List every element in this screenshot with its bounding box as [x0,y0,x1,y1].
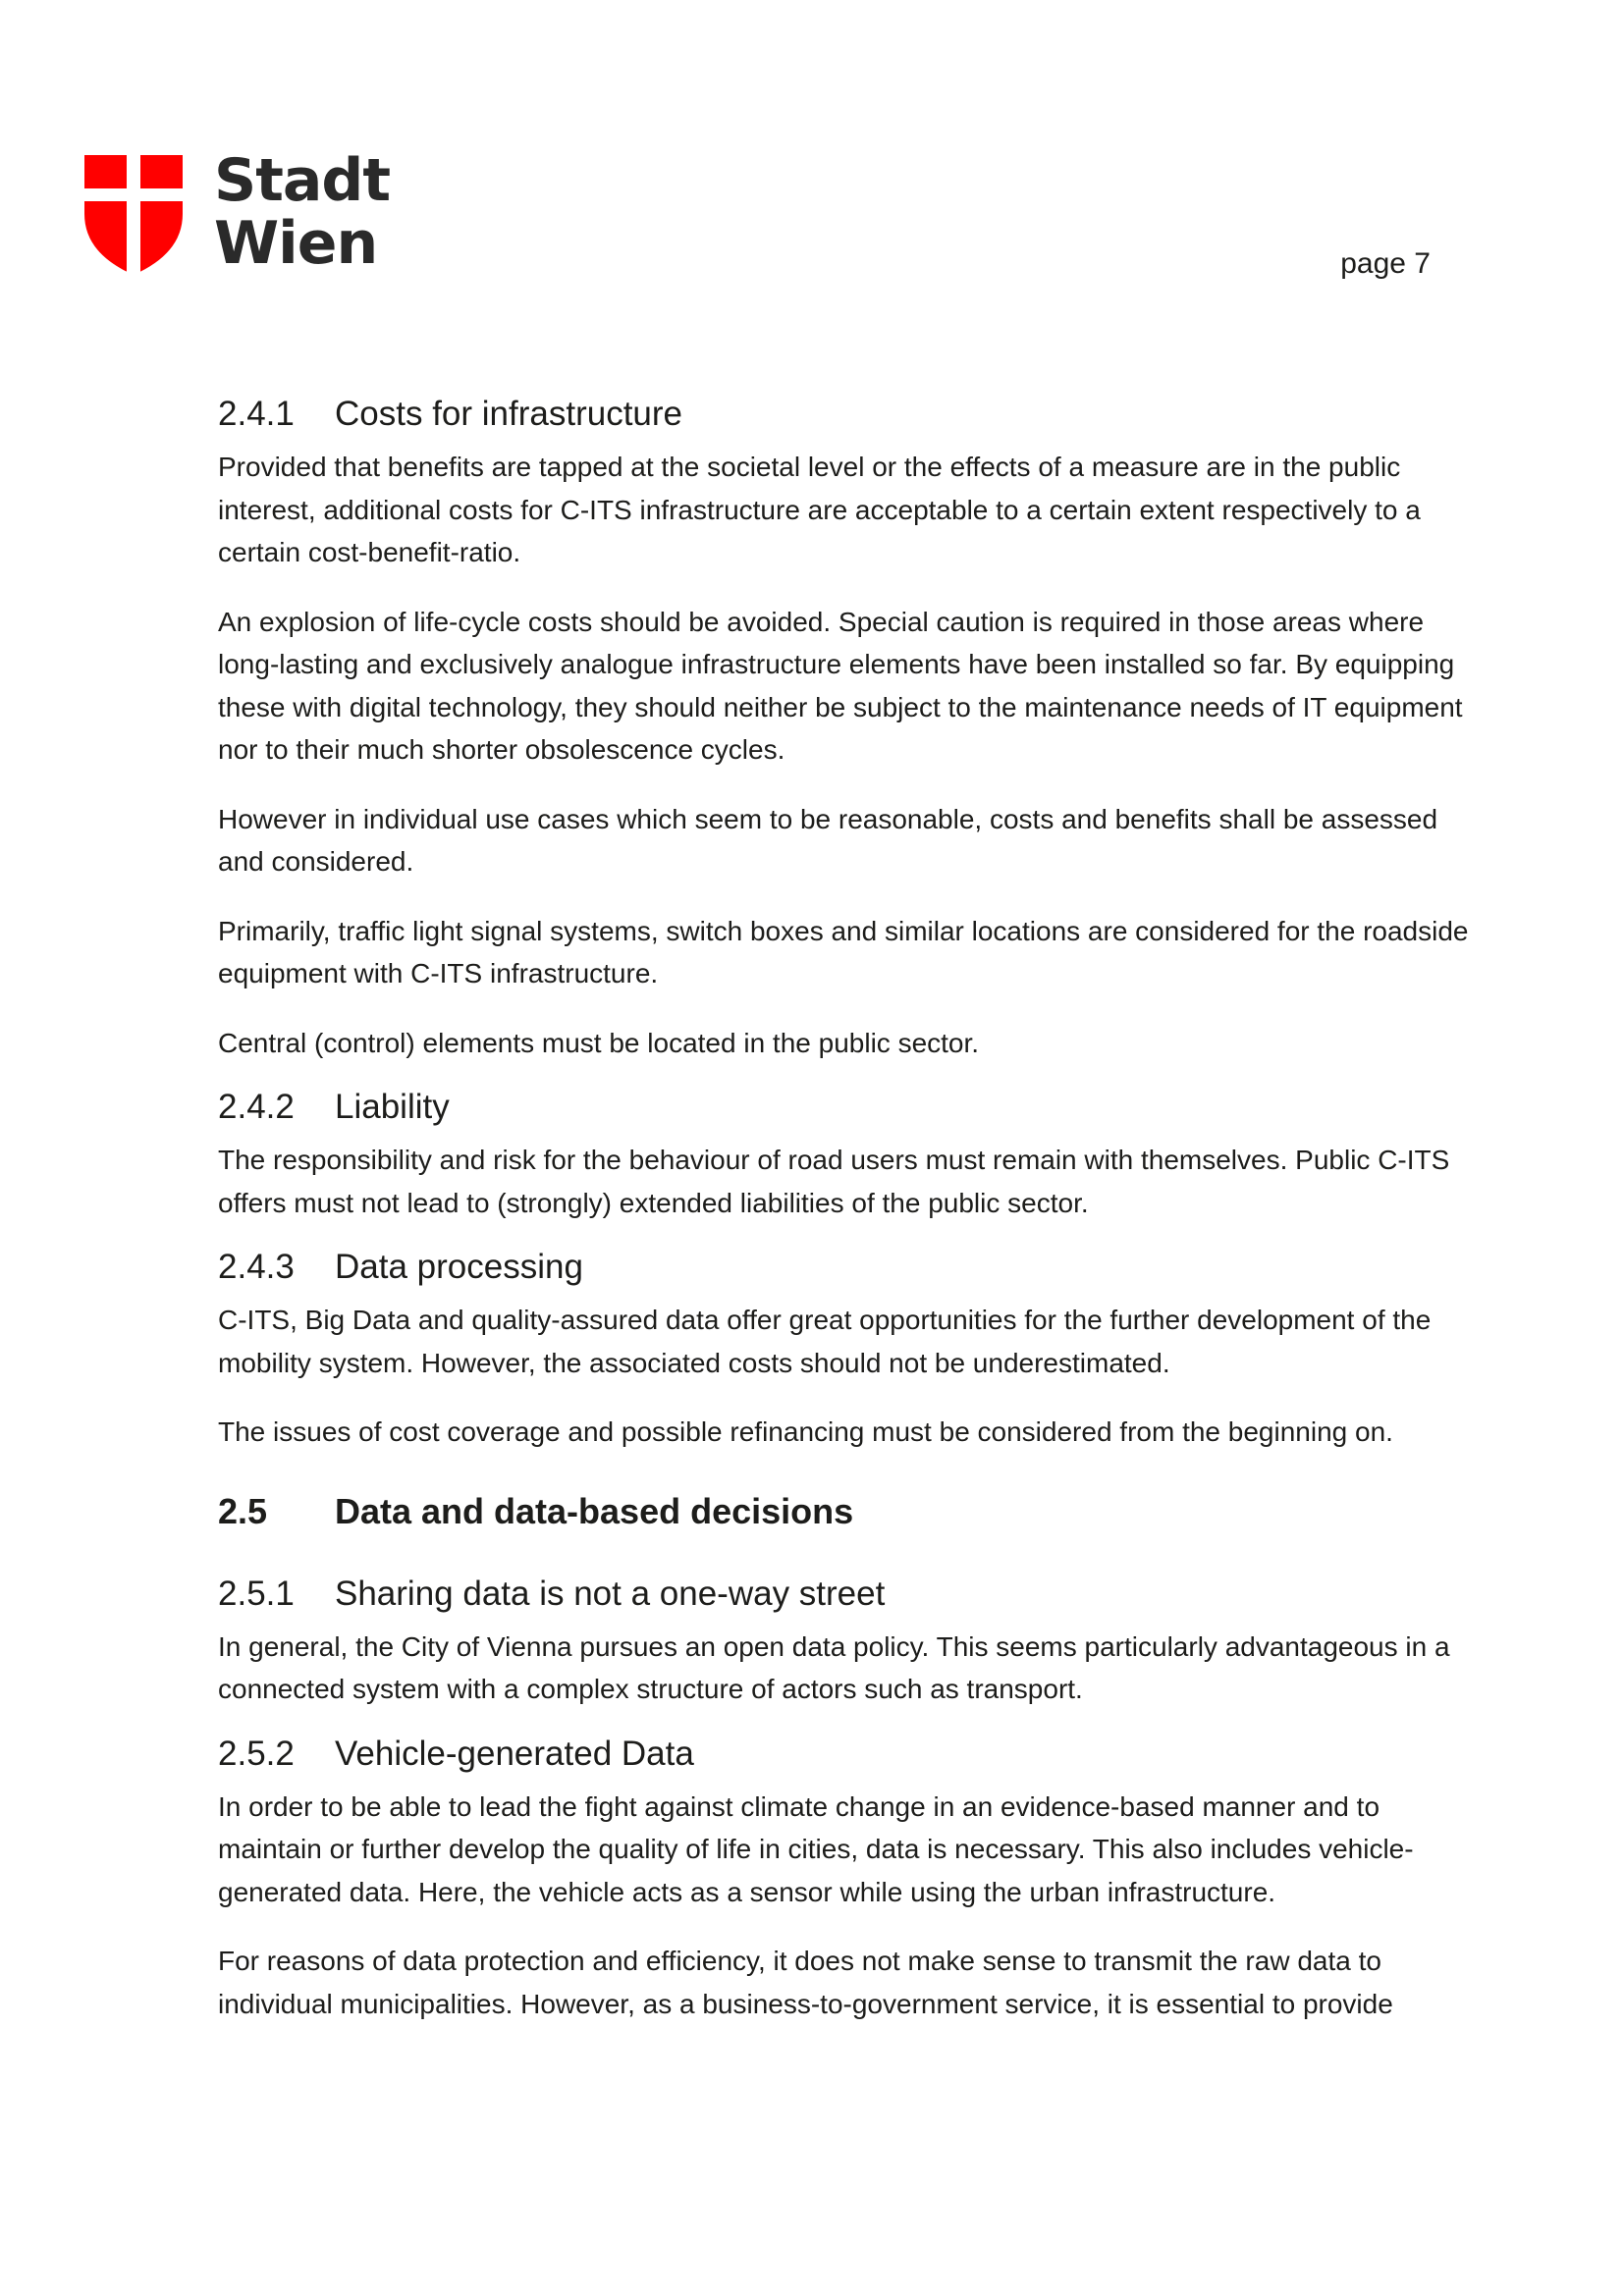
section-title: Data processing [335,1248,583,1286]
section-title: Data and data-based decisions [335,1490,854,1531]
paragraph: Central (control) elements must be located in the public sector. [218,1027,980,1058]
paragraph: For reasons of data protection and efficiency, it does not make sense to transmit the raw data to individual municipalities. However, as a business-to-government service, it is essential to provide [218,1946,1393,2019]
heading-2-5 [218,1480,1485,1543]
section-number: 2.4.3 [218,1248,295,1286]
logo-wordmark [214,146,391,278]
logo-line-2: Wien [214,209,378,278]
heading-2-5-1 [218,1563,1485,1626]
paragraph: The issues of cost coverage and possible refinancing must be considered from the beginning on. [218,1416,1393,1447]
heading-2-4-1 [218,383,1485,446]
heading-2-4-3 [218,1236,1485,1299]
section-title: Costs for infrastructure [335,395,682,433]
section-title: Sharing data is not a one-way street [335,1574,886,1613]
section-title: Vehicle-generated Data [335,1734,694,1773]
paragraph: C-ITS, Big Data and quality-assured data offer great opportunities for the further development of the mobility system. However, the associated costs should not be underestimated. [218,1305,1432,1378]
section-number: 2.5 [218,1490,268,1531]
heading-2-4-2 [218,1076,1485,1139]
section-title: Liability [335,1088,450,1126]
paragraph: However in individual use cases which seem to be reasonable, costs and benefits shall be assessed and considered. [218,803,1438,877]
paragraph: An explosion of life-cycle costs should be avoided. Special caution is required in those areas where long-lasting and exclusively analogue infrastructure elements have been installed so far. By equipping these with digital technology, they should neither be subject to the maintenance needs of IT equipment nor to their much shorter obsolescence cycles. [218,606,1463,765]
stadt-wien-logo [84,146,391,278]
section-number: 2.4.2 [218,1088,295,1126]
paragraph: Provided that benefits are tapped at the societal level or the effects of a measure are in the public interest, additional costs for C-ITS infrastructure are acceptable to a certain extent respectively to a certain cost-benefit-ratio. [218,452,1421,567]
document-body [218,383,1485,2052]
page-number: page 7 [1340,247,1431,280]
section-number: 2.4.1 [218,395,295,433]
section-number: 2.5.1 [218,1574,295,1613]
heading-2-5-2 [218,1723,1485,1786]
vienna-shield-icon [84,155,183,275]
paragraph: In general, the City of Vienna pursues an open data policy. This seems particularly advantageous in a connected system with a complex structure of actors such as transport. [218,1630,1450,1704]
paragraph: Primarily, traffic light signal systems, switch boxes and similar locations are considered for the roadside equipment with C-ITS infrastructure. [218,915,1469,988]
logo-line-1: Stadt [214,146,391,215]
paragraph: In order to be able to lead the fight against climate change in an evidence-based manner and to maintain or further develop the quality of life in cities, data is necessary. This also includes vehicle-generated data. Here, the vehicle acts as a sensor while using the urban infrastructure. [218,1790,1414,1907]
section-number: 2.5.2 [218,1734,295,1773]
paragraph: The responsibility and risk for the behaviour of road users must remain with themselves. Public C-ITS offers must not lead to (strongly) extended liabilities of the public sector. [218,1145,1450,1218]
